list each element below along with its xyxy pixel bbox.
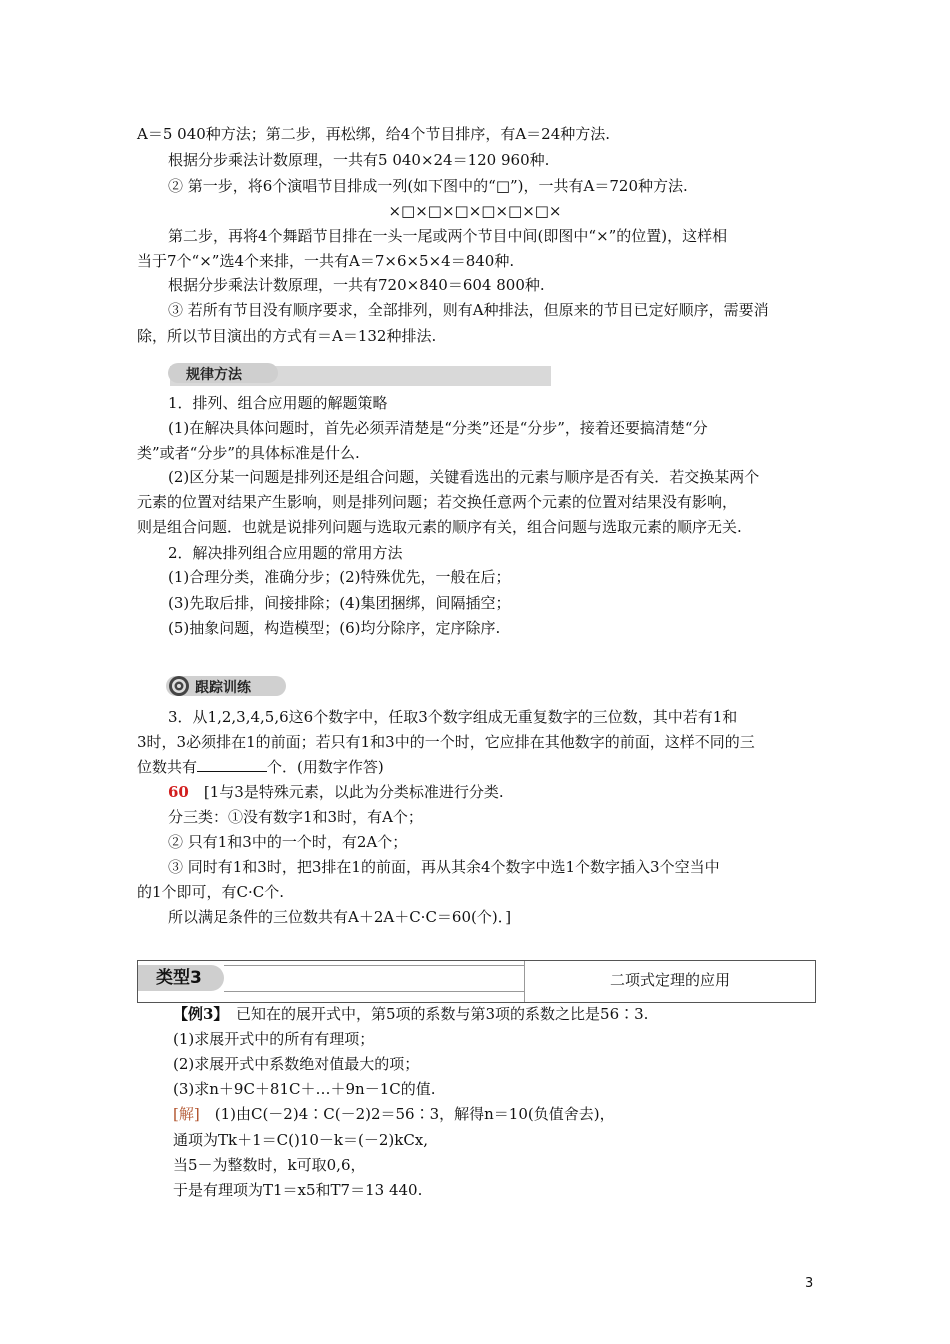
text-line: (3)先取后排，间接排除；(4)集团捆绑，间隔插空； xyxy=(168,594,511,612)
solution-line: 所以满足条件的三位数共有A＋2A＋C·C＝60(个)．] xyxy=(168,908,512,926)
question-line: 3．从1,2,3,4,5,6这6个数字中，任取3个数字组成无重复数字的三位数，其中若有1和 xyxy=(168,708,738,726)
text-line: (1)在解决具体问题时，首先必须弄清楚是“分类”还是“分步”，接着还要搞清楚“分 xyxy=(168,419,708,437)
text-line: 根据分步乘法计数原理，一共有5 040×24＝120 960种. xyxy=(168,151,550,169)
text-line: 则是组合问题．也就是说排列问题与选取元素的顺序有关，组合问题与选取元素的顺序无关. xyxy=(137,518,742,536)
example-text: 已知在的展开式中，第5项的系数与第3项的系数之比是56∶3. xyxy=(220,1005,649,1023)
target-icon xyxy=(168,675,190,697)
method-section-title: 规律方法 xyxy=(186,367,242,383)
example-question: (2)求展开式中系数绝对值最大的项； xyxy=(173,1055,420,1073)
divider xyxy=(224,965,524,966)
example-solution-line xyxy=(173,1104,615,1124)
slot-diagram: ×□×□×□×□×□×□× xyxy=(388,202,562,220)
answer-line xyxy=(168,782,504,802)
text-line: (1)合理分类，准确分步；(2)特殊优先，一般在后； xyxy=(168,568,511,586)
text-line: 除，所以节目演出的方式有＝A＝132种排法. xyxy=(137,327,437,345)
text-line: 2．解决排列组合应用题的常用方法 xyxy=(168,544,403,562)
page-number: 3 xyxy=(805,1276,814,1291)
text-line: 1．排列、组合应用题的解题策略 xyxy=(168,394,388,412)
solution-line: ② 只有1和3中的一个时，有2A个； xyxy=(168,833,408,851)
text-line: A＝5 040种方法；第二步，再松绑，给4个节目排序，有A＝24种方法. xyxy=(137,125,611,143)
question-line xyxy=(137,757,384,777)
question-text: 个．(用数字作答) xyxy=(267,758,384,776)
text-line: 根据分步乘法计数原理，一共有720×840＝604 800种. xyxy=(168,276,545,294)
text-line: 第二步，再将4个舞蹈节目排在一头一尾或两个节目中间(即图中“×”的位置)，这样相 xyxy=(168,227,728,245)
type-tab: 类型3 xyxy=(138,965,224,991)
example-stem xyxy=(173,1004,648,1024)
solution-line: 的1个即可，有C·C个. xyxy=(137,883,285,901)
question-text: 位数共有 xyxy=(137,758,198,776)
example-question: (1)求展开式中的所有有理项； xyxy=(173,1030,375,1048)
solution-text: (1)由C(－2)4∶C(－2)2＝56∶3，解得n＝10(负值舍去)， xyxy=(199,1105,615,1123)
type-title: 二项式定理的应用 xyxy=(524,961,815,1002)
text-line: (5)抽象问题，构造模型；(6)均分除序，定序除序. xyxy=(168,619,501,637)
solution-label: [解] xyxy=(173,1105,200,1123)
text-line: (2)区分某一问题是排列还是组合问题，关键看选出的元素与顺序是否有关．若交换某两个 xyxy=(168,468,760,486)
text-line: ③ 若所有节目没有顺序要求，全部排列，则有A种排法，但原来的节目已定好顺序，需要消 xyxy=(168,301,769,319)
answer-value: 60 xyxy=(168,783,189,801)
example-solution-line: 当5－为整数时，k可取0,6， xyxy=(173,1156,366,1174)
solution-line: ③ 同时有1和3时，把3排在1的前面，再从其余4个数字中选1个数字插入3个空当中 xyxy=(168,858,720,876)
text-line: 类”或者“分步”的具体标准是什么. xyxy=(137,444,360,462)
answer-blank xyxy=(197,757,267,772)
divider xyxy=(224,991,524,992)
question-line: 3时，3必须排在1的前面；若只有1和3中的一个时，它应排在其他数字的前面，这样不同的三 xyxy=(137,733,755,751)
example-label: 【例3】 xyxy=(173,1005,221,1023)
text-line: 元素的位置对结果产生影响，则是排列问题；若交换任意两个元素的位置对结果没有影响， xyxy=(137,493,738,511)
text-line: 当于7个“×”选4个来排，一共有A＝7×6×5×4＝840种. xyxy=(137,252,515,270)
training-section-title: 跟踪训练 xyxy=(195,680,251,696)
example-solution-line: 于是有理项为T1＝x5和T7＝13 440. xyxy=(173,1181,423,1199)
solution-line: 分三类：①没有数字1和3时，有A个； xyxy=(168,808,423,826)
example-solution-line: 通项为Tk＋1＝C()10－k＝(－2)kCx, xyxy=(173,1131,429,1149)
type-header-box xyxy=(137,960,816,1003)
example-question: (3)求n＋9C＋81C＋…＋9n－1C的值. xyxy=(173,1080,436,1098)
answer-explanation: [1与3是特殊元素，以此为分类标准进行分类. xyxy=(188,783,504,801)
text-line: ② 第一步，将6个演唱节目排成一列(如下图中的“□”)，一共有A＝720种方法. xyxy=(168,177,688,195)
